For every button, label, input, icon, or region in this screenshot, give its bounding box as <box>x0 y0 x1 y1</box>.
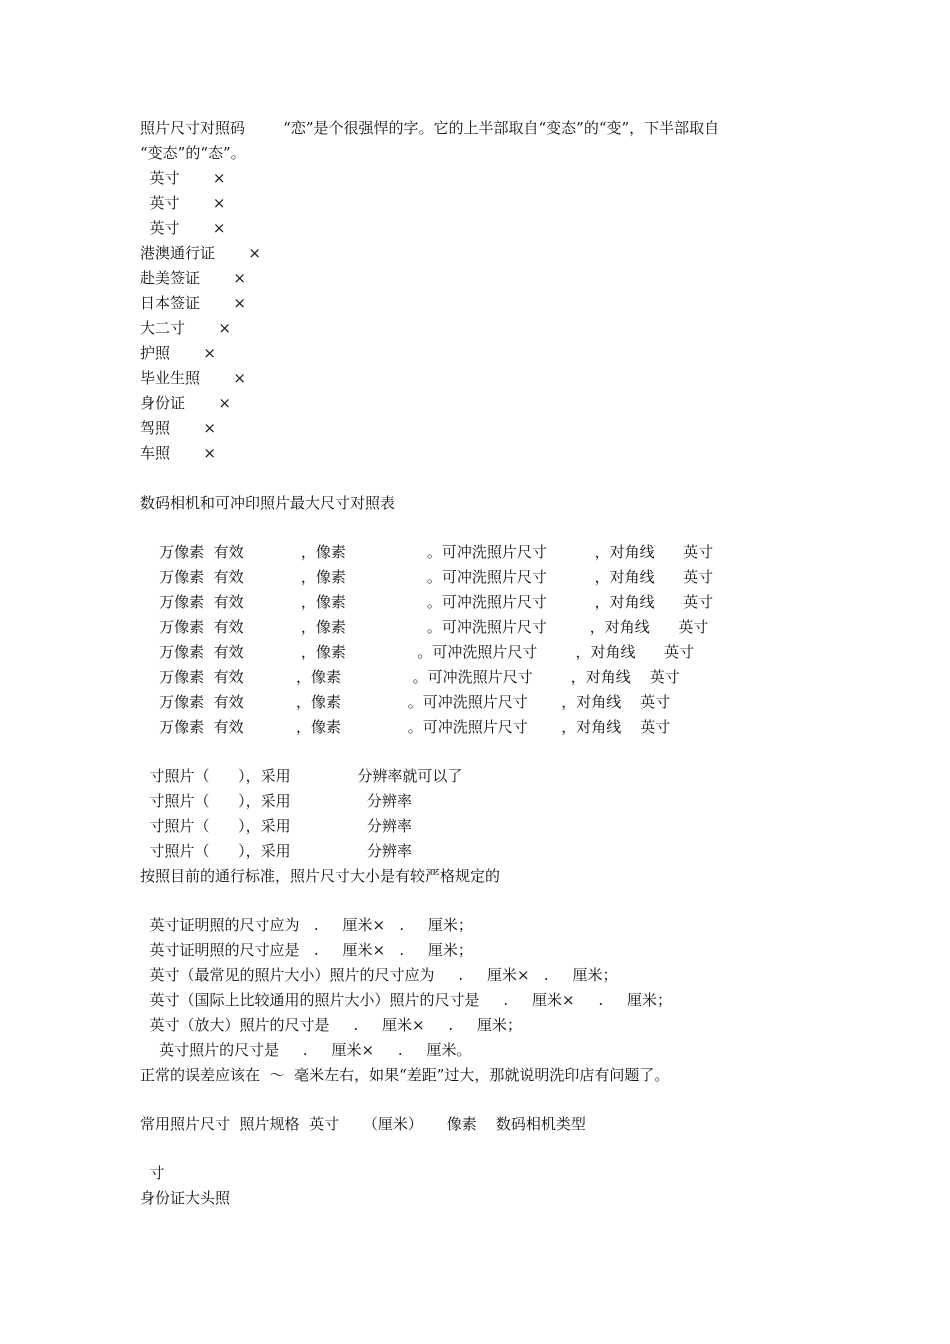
intro-line-1: 照片尺寸对照码 “恋”是个很强悍的字。它的上半部取自“变态”的“变”，下半部取自 <box>140 119 720 137</box>
standard-row: 英寸照片的尺寸是 . 厘米× . 厘米。 <box>140 1041 472 1059</box>
camera-row: 万像素 有效 ，像素 。可冲洗照片尺寸 ，对角线 英寸 <box>140 618 709 636</box>
standard-row: 英寸（最常见的照片大小）照片的尺寸应为 . 厘米× . 厘米； <box>140 966 618 984</box>
camera-row: 万像素 有效 ，像素 。可冲洗照片尺寸 ，对角线 英寸 <box>140 643 695 661</box>
camera-row: 万像素 有效 ，像素 。可冲洗照片尺寸 ，对角线 英寸 <box>140 593 714 611</box>
camera-row: 万像素 有效 ，像素 。可冲洗照片尺寸 ，对角线 英寸 <box>140 543 714 561</box>
standard-row: 英寸证明照的尺寸应为 . 厘米× . 厘米； <box>140 916 473 934</box>
resolution-row: 寸照片（ ），采用 分辨率就可以了 <box>140 767 463 785</box>
standard-row: 英寸（国际上比较通用的照片大小）照片的尺寸是 . 厘米× . 厘米； <box>140 991 673 1009</box>
size-item: 毕业生照 × <box>140 369 246 387</box>
size-item: 英寸 × <box>140 219 226 237</box>
size-item: 英寸 × <box>140 194 226 212</box>
camera-row: 万像素 有效 ，像素 。可冲洗照片尺寸 ，对角线 英寸 <box>140 718 671 736</box>
standard-row: 英寸证明照的尺寸应是 . 厘米× . 厘米； <box>140 941 473 959</box>
size-item: 英寸 × <box>140 169 226 187</box>
tolerance-note: 正常的误差应该在 ～ 毫米左右，如果“差距”过大，那就说明洗印店有问题了。 <box>140 1066 670 1084</box>
standard-row: 英寸（放大）照片的尺寸是 . 厘米× . 厘米； <box>140 1016 523 1034</box>
resolution-row: 寸照片（ ），采用 分辨率 <box>140 842 412 860</box>
table-row: 身份证大头照 <box>140 1189 231 1207</box>
size-item: 赴美签证 × <box>140 269 246 287</box>
size-item: 身份证 × <box>140 394 231 412</box>
camera-row: 万像素 有效 ，像素 。可冲洗照片尺寸 ，对角线 英寸 <box>140 693 671 711</box>
table-row: 寸 <box>140 1164 165 1182</box>
resolution-row: 寸照片（ ），采用 分辨率 <box>140 792 412 810</box>
table-header: 常用照片尺寸 照片规格 英寸 （厘米） 像素 数码相机类型 <box>140 1115 586 1133</box>
size-item: 港澳通行证 × <box>140 244 261 262</box>
resolution-row: 寸照片（ ），采用 分辨率 <box>140 817 412 835</box>
size-item: 车照 × <box>140 444 216 462</box>
size-item: 日本签证 × <box>140 294 246 312</box>
size-item: 大二寸 × <box>140 319 231 337</box>
camera-row: 万像素 有效 ，像素 。可冲洗照片尺寸 ，对角线 英寸 <box>140 668 680 686</box>
camera-section-title: 数码相机和可冲印照片最大尺寸对照表 <box>140 494 396 512</box>
size-item: 护照 × <box>140 344 216 362</box>
intro-line-2: “变态”的“态”。 <box>140 144 246 162</box>
camera-row: 万像素 有效 ，像素 。可冲洗照片尺寸 ，对角线 英寸 <box>140 568 714 586</box>
size-item: 驾照 × <box>140 419 216 437</box>
standard-note: 按照目前的通行标准，照片尺寸大小是有较严格规定的 <box>140 867 501 885</box>
